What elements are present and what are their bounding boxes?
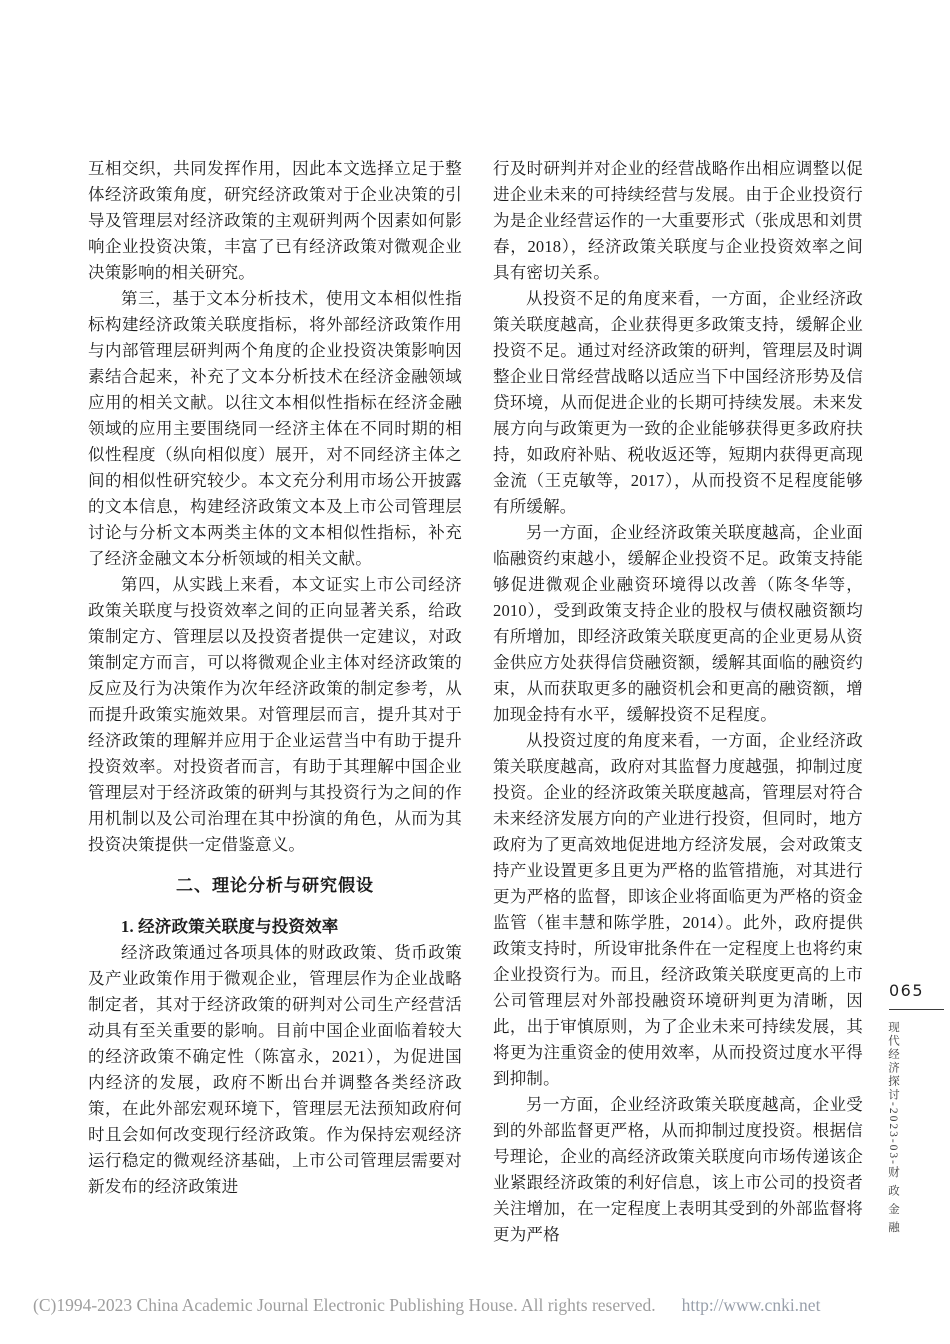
paragraph: 另一方面，企业经济政策关联度越高，企业受到的外部监督更严格，从而抑制过度投资。根据信号理论，企业的高经济政策关联度向市场传递该企业紧跟经济政策的利好信息，该上市公司的投资者关注增加，在一定程度上表明其受到的外部监督将更为严格 <box>493 1095 863 1244</box>
journal-info: 现代经济探讨-2023-03-财 政 金 融 <box>887 1021 899 1235</box>
paragraph: 另一方面，企业经济政策关联度越高，企业面临融资约束越小，缓解企业投资不足。政策支持能够促进微观企业融资环境得以改善（陈冬华等，2010），受到政策支持企业的股权与债权融资额均有所增加，即经济政策关联度更高的企业更易从资金供应方处获得信贷融资额，缓解其面临的融资约束，从而获取更多的融资机会和更高的融资额，增加现金持有水平，缓解投资不足程度。 <box>493 523 863 724</box>
paragraph: 互相交织，共同发挥作用，因此本文选择立足于整体经济政策角度，研究经济政策对于企业决策的引导及管理层对经济政策的主观研判两个因素如何影响企业投资决策，丰富了已有经济政策对微观企业决策影响的相关研究。 <box>88 159 462 282</box>
copyright-text: (C)1994-2023 China Academic Journal Electronic Publishing House. All rights reserved. <box>33 1295 656 1315</box>
sidebar-divider <box>889 1009 944 1010</box>
cnki-url[interactable]: http://www.cnki.net <box>681 1295 821 1315</box>
section-heading: 二、理论分析与研究假设 <box>176 876 374 895</box>
page-footer <box>33 1295 820 1316</box>
text-column-left <box>88 156 462 1248</box>
subsection-heading: 1. 经济政策关联度与投资效率 <box>121 917 339 936</box>
paragraph: 经济政策通过各项具体的财政政策、货币政策及产业政策作用于微观企业，管理层作为企业战略制定者，其对于经济政策的研判对公司生产经营活动具有至关重要的影响。目前中国企业面临着较大的经济政策不确定性（陈富永，2021），为促进国内经济的发展，政府不断出台并调整各类经济政策，在此外部宏观环境下，管理层无法预知政府何时且会如何改变现行经济政策。作为保持宏观经济运行稳定的微观经济基础，上市公司管理层需要对新发布的经济政策进 <box>88 943 462 1196</box>
paragraph: 从投资过度的角度来看，一方面，企业经济政策关联度越高，政府对其监督力度越强，抑制过度投资。企业的经济政策关联度越高，管理层对符合未来经济发展方向的产业进行投资，但同时，地方政府为了更高效地促进地方经济发展，会对政策支持产业设置更多且更为严格的监管措施，对其进行更为严格的监督，即该企业将面临更为严格的资金监管（崔丰慧和陈学胜，2014）。此外，政府提供政策支持时，所设审批条件在一定程度上也将约束企业投资行为。而且，经济政策关联度更高的上市公司管理层对外部投融资环境研判更为清晰，因此，出于审慎原则，为了企业未来可持续发展，其将更为注重资金的使用效率，从而投资过度水平得到抑制。 <box>493 731 863 1088</box>
page-number: 065 <box>889 981 925 1000</box>
article-body <box>88 156 863 1248</box>
paragraph: 第三，基于文本分析技术，使用文本相似性指标构建经济政策关联度指标，将外部经济政策作用与内部管理层研判两个角度的企业投资决策影响因素结合起来，补充了文本分析技术在经济金融领域应用的相关文献。以往文本相似性指标在经济金融领域的应用主要围绕同一经济主体在不同时期的相似性程度（纵向相似度）展开，对不同经济主体之间的相似性研究较少。本文充分利用市场公开披露的文本信息，构建经济政策文本及上市公司管理层讨论与分析文本两类主体的文本相似性指标，补充了经济金融文本分析领域的相关文献。 <box>88 289 462 568</box>
paragraph: 第四，从实践上来看，本文证实上市公司经济政策关联度与投资效率之间的正向显著关系，给政策制定方、管理层以及投资者提供一定建议，对政策制定方而言，可以将微观企业主体对经济政策的反应及行为决策作为次年经济政策的制定参考，从而提升政策实施效果。对管理层而言，提升其对于经济政策的理解并应用于企业运营当中有助于提升投资效率。对投资者而言，有助于其理解中国企业管理层对于经济政策的研判与其投资行为之间的作用机制以及公司治理在其中扮演的角色，从而为其投资决策提供一定借鉴意义。 <box>88 575 462 854</box>
paragraph: 行及时研判并对企业的经营战略作出相应调整以促进企业未来的可持续经营与发展。由于企业投资行为是企业经营运作的一大重要形式（张成思和刘贯春，2018），经济政策关联度与企业投资效率之间具有密切关系。 <box>493 159 863 282</box>
paragraph: 从投资不足的角度来看，一方面，企业经济政策关联度越高，企业获得更多政策支持，缓解企业投资不足。通过对经济政策的研判，管理层及时调整企业日常经营战略以适应当下中国经济形势及信贷环境，从而促进企业的长期可持续发展。未来发展方向与政策更为一致的企业能够获得更多政府扶持，如政府补贴、税收返还等，短期内获得更高现金流（王克敏等，2017），从而投资不足程度能够有所缓解。 <box>493 289 863 516</box>
text-column-right <box>493 156 863 1248</box>
